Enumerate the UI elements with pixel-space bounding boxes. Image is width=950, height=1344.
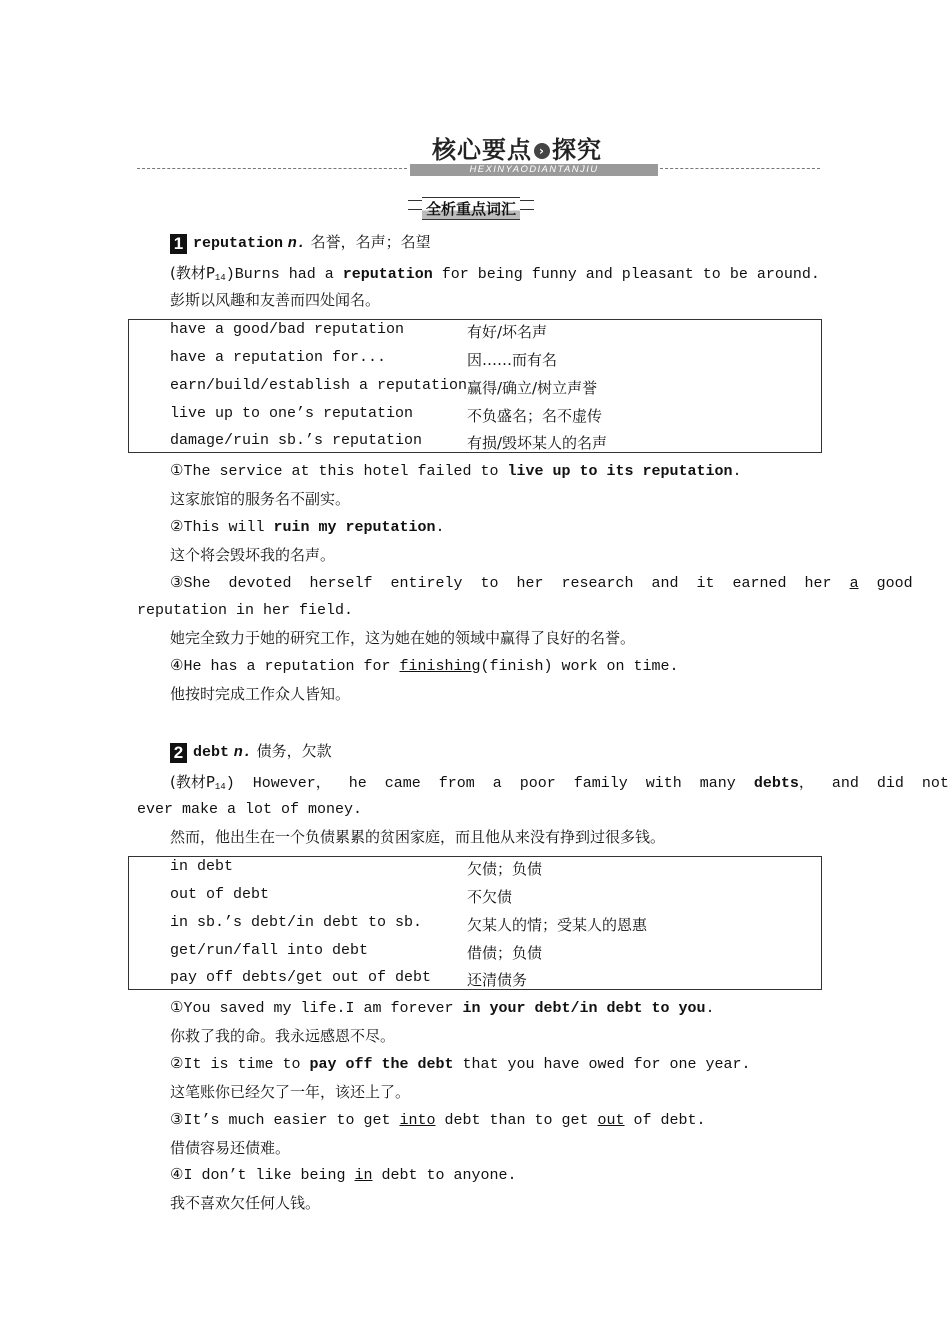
phrase-cn: 欠某人的情；受某人的恩惠 [467,916,648,934]
example-sentence [170,1055,751,1075]
phrase-row [170,405,603,425]
example-translation: 她完全致力于她的研究工作，这为她在她的领域中赢得了良好的名誉。 [170,629,636,647]
example-text: . [732,463,742,480]
source-translation: 彭斯以风趣和友善而四处闻名。 [170,291,381,309]
example-translation: 你救了我的命。我永远感恩不尽。 [170,1027,396,1045]
answer-blank: a [849,575,859,592]
example-continuation: reputation in her field. [137,602,354,619]
phrase-en: live up to one’s reputation [170,405,414,422]
section-subheading [408,197,534,219]
source-continuation: ever make a lot of money. [137,801,363,818]
headword-meaning: 名誉，名声；名望 [310,233,431,251]
example-text: debt than to get [435,1112,598,1129]
entry-number-badge: 1 [170,234,187,254]
example-text: . [435,519,445,536]
phrase-row [170,969,528,989]
source-text: ， and did not [798,775,949,792]
example-sentence [170,999,715,1019]
example-keyword: ruin my reputation [273,519,436,536]
source-sentence [170,772,949,797]
phrase-cn: 欠债；负债 [467,860,543,878]
headword: debt [193,744,230,761]
phrase-en: earn/build/establish a reputation [170,377,468,394]
subheading-label: 全析重点词汇 [422,197,520,220]
entry-number-badge: 2 [170,743,187,763]
source-translation: 然而，他出生在一个负债累累的贫困家庭，而且他从来没有挣到过很多钱。 [170,828,666,846]
chevron-right-icon: › [534,143,550,159]
example-sentence [170,1111,706,1131]
source-text: for being funny and pleasant to be around. [432,266,820,283]
phrase-cn: 有损/毁坏某人的名声 [467,434,608,452]
example-text: . [705,1000,715,1017]
phrase-cn: 因……而有名 [467,351,558,369]
phrase-table [128,856,822,990]
source-prefix: (教材P [170,773,215,791]
example-text: ③It’s much easier to get [170,1112,400,1129]
example-text: of debt. [624,1112,706,1129]
phrase-row [170,321,548,341]
example-text: ④I don’t like being [170,1167,355,1184]
example-text: ②It is time to [170,1056,310,1073]
subheading-bracket-left [408,200,422,210]
answer-blank: out [597,1112,625,1129]
example-sentence [170,1166,517,1186]
part-of-speech: n. [233,744,252,761]
example-translation: 我不喜欢欠任何人钱。 [170,1194,321,1212]
source-keyword: debts [753,775,799,792]
phrase-row [170,349,558,369]
source-keyword: reputation [342,266,433,283]
phrase-row [170,432,608,452]
example-text: ①The service at this hotel failed to [170,463,508,480]
phrase-cn: 有好/坏名声 [467,323,548,341]
example-translation: 这个将会毁坏我的名声。 [170,546,336,564]
phrase-row [170,886,513,906]
example-translation: 这笔账你已经欠了一年，该还上了。 [170,1083,411,1101]
phrase-en: in debt [170,858,234,875]
banner-divider-left [137,168,407,169]
phrase-en: in sb.’s debt/in debt to sb. [170,914,423,931]
entry-heading [170,741,332,763]
phrase-cn: 还清债务 [467,971,528,989]
source-sentence [170,263,820,288]
example-text: debt to anyone. [372,1167,517,1184]
example-keyword: live up to its reputation [507,463,733,480]
example-translation: 他按时完成工作众人皆知。 [170,685,351,703]
phrase-en: pay off debts/get out of debt [170,969,432,986]
example-translation: 借债容易还债难。 [170,1139,291,1157]
phrase-row [170,914,648,934]
example-text: ④He has a reputation for [170,658,400,675]
example-sentence [170,518,445,538]
phrase-row [170,942,543,962]
example-sentence [170,657,679,677]
example-text: ②This will [170,519,274,536]
banner-pinyin: HEXINYAODIANTANJIU [410,164,658,176]
phrase-table [128,319,822,453]
subheading-bracket-right [520,200,534,210]
example-text: ③She devoted herself entirely to her research and it earned her [170,575,850,592]
source-prefix: (教材P [170,264,215,282]
source-text: ) However， he came from a poor family with many [225,775,754,792]
answer-blank: into [399,1112,436,1129]
banner-title-b: 探究 [552,136,602,164]
banner-divider-right [660,168,820,169]
source-page: 14 [214,782,226,792]
example-keyword: in your debt/in debt to you [462,1000,706,1017]
phrase-en: have a reputation for... [170,349,387,366]
example-text: (finish) work on time. [480,658,679,675]
example-sentence [170,574,913,594]
section-banner [0,128,950,178]
phrase-row [170,858,543,878]
headword: reputation [193,235,284,252]
entry-heading [170,232,431,254]
example-sentence [170,462,742,482]
phrase-cn: 赢得/确立/树立声誉 [467,379,598,397]
phrase-cn: 不负盛名；名不虚传 [467,407,603,425]
phrase-en: damage/ruin sb.’s reputation [170,432,423,449]
phrase-cn: 借债；负债 [467,944,543,962]
banner-title [432,130,602,165]
phrase-en: out of debt [170,886,270,903]
source-page: 14 [214,273,226,283]
phrase-en: have a good/bad reputation [170,321,405,338]
phrase-en: get/run/fall into debt [170,942,369,959]
example-text: that you have owed for one year. [453,1056,751,1073]
answer-blank: in [354,1167,373,1184]
example-keyword: pay off the debt [309,1056,454,1073]
headword-meaning: 债务，欠款 [256,742,332,760]
part-of-speech: n. [287,235,306,252]
phrase-row [170,377,598,397]
source-text: )Burns had a [225,266,343,283]
phrase-cn: 不欠债 [467,888,513,906]
example-text: good [858,575,913,592]
example-translation: 这家旅馆的服务名不副实。 [170,490,351,508]
answer-blank: finishing [399,658,481,675]
banner-title-a: 核心要点 [432,136,532,164]
example-text: ①You saved my life.I am forever [170,1000,463,1017]
